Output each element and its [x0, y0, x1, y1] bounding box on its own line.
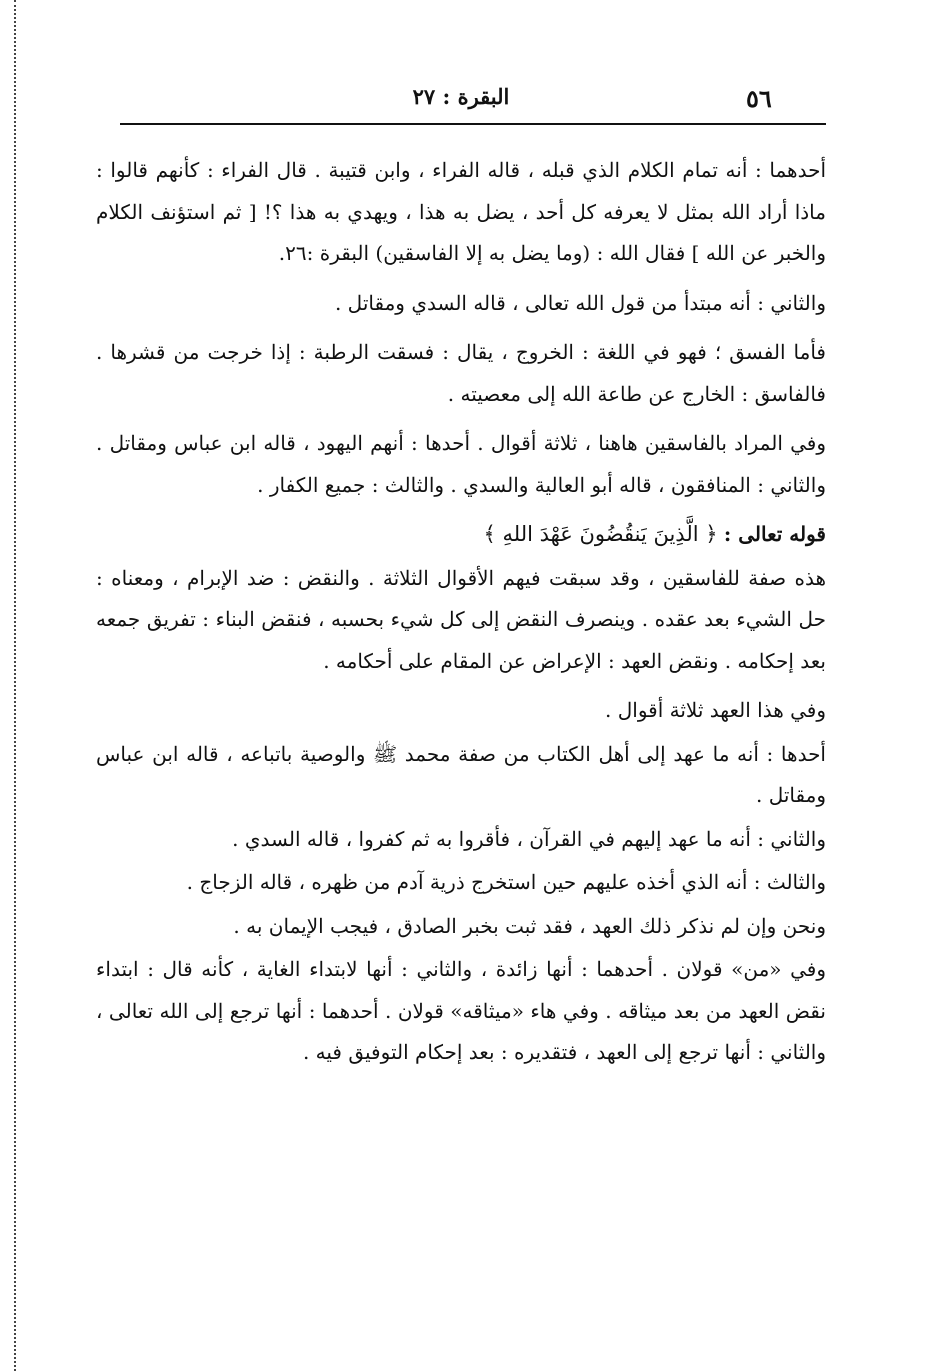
paragraph-4: وفي المراد بالفاسقين هاهنا ، ثلاثة أقوال . أحدها : أنهم اليهود ، قاله ابن عباس ومقاتل . والثاني : المنافقون ، قاله أبو العالية والسدي . والثالث : جميع الكفار . [96, 431, 826, 497]
header-rule [120, 123, 826, 125]
paragraph-7: أحدها : أنه ما عهد إلى أهل الكتاب من صفة محمد ﷺ والوصية باتباعه ، قاله ابن عباس ومقاتل . [96, 741, 826, 807]
verse-label: قوله تعالى : [723, 522, 826, 546]
paragraph-3: فأما الفسق ؛ فهو في اللغة : الخروج ، يقال : فسقت الرطبة : إذا خرجت من قشرها . فالفاسق : الخارج عن طاعة الله إلى معصيته . [96, 340, 826, 406]
paragraph-11: وفي «من» قولان . أحدهما : أنها زائدة ، والثاني : أنها لابتداء الغاية ، كأنه قال : ابتداء نقض العهد من بعد ميثاقه . وفي هاء «ميثاقه» قولان . أحدهما : أنها ترجع إلى الله تعالى ، والثاني : أنها ترجع إلى العهد ، فتقديره : بعد إحكام التوفيق فيه . [96, 957, 826, 1064]
page-number: ٥٦ [746, 84, 772, 113]
verse-text: ﴿ الَّذِينَ يَنقُضُونَ عَهْدَ اللهِ ﴾ [483, 522, 718, 546]
page-header [96, 80, 826, 128]
paragraph-1: أحدهما : أنه تمام الكلام الذي قبله ، قاله الفراء ، وابن قتيبة . قال الفراء : كأنهم قالوا : ماذا أراد الله بمثل لا يعرفه كل أحد ، يضل به هذا ، ويهدي به هذا ؟! [ ثم استؤنف الكلام والخبر عن الله ] فقال الله : (وما يضل به إلا الفاسقين) البقرة :٢٦. [96, 158, 826, 265]
paragraph-5: هذه صفة للفاسقين ، وقد سبقت فيهم الأقوال الثلاثة . والنقض : ضد الإبرام ، ومعناه : حل الشيء بعد عقده . وينصرف النقض إلى كل شيء بحسبه ، فنقض البناء : تفريق جمعه بعد إحكامه . ونقض العهد : الإعراض عن المقام على أحكامه . [96, 565, 826, 673]
paragraph-6: وفي هذا العهد ثلاثة أقوال . [605, 698, 826, 722]
verse-line [96, 514, 826, 556]
page-body [96, 150, 826, 1280]
paragraph-2: والثاني : أنه مبتدأ من قول الله تعالى ، قاله السدي ومقاتل . [334, 290, 826, 315]
paragraph-10: ونحن وإن لم نذكر ذلك العهد ، فقد ثبت بخبر الصادق ، فيجب الإيمان به . [233, 913, 826, 938]
paragraph-9: والثالث : أنه الذي أخذه عليهم حين استخرج ذرية آدم من ظهره ، قاله الزجاج . [186, 870, 826, 894]
page-edge-dots [14, 0, 16, 1371]
running-head: البقرة : ٢٧ [412, 84, 510, 109]
paragraph-8: والثاني : أنه ما عهد إليهم في القرآن ، فأقروا به ثم كفروا ، قاله السدي . [232, 826, 826, 851]
